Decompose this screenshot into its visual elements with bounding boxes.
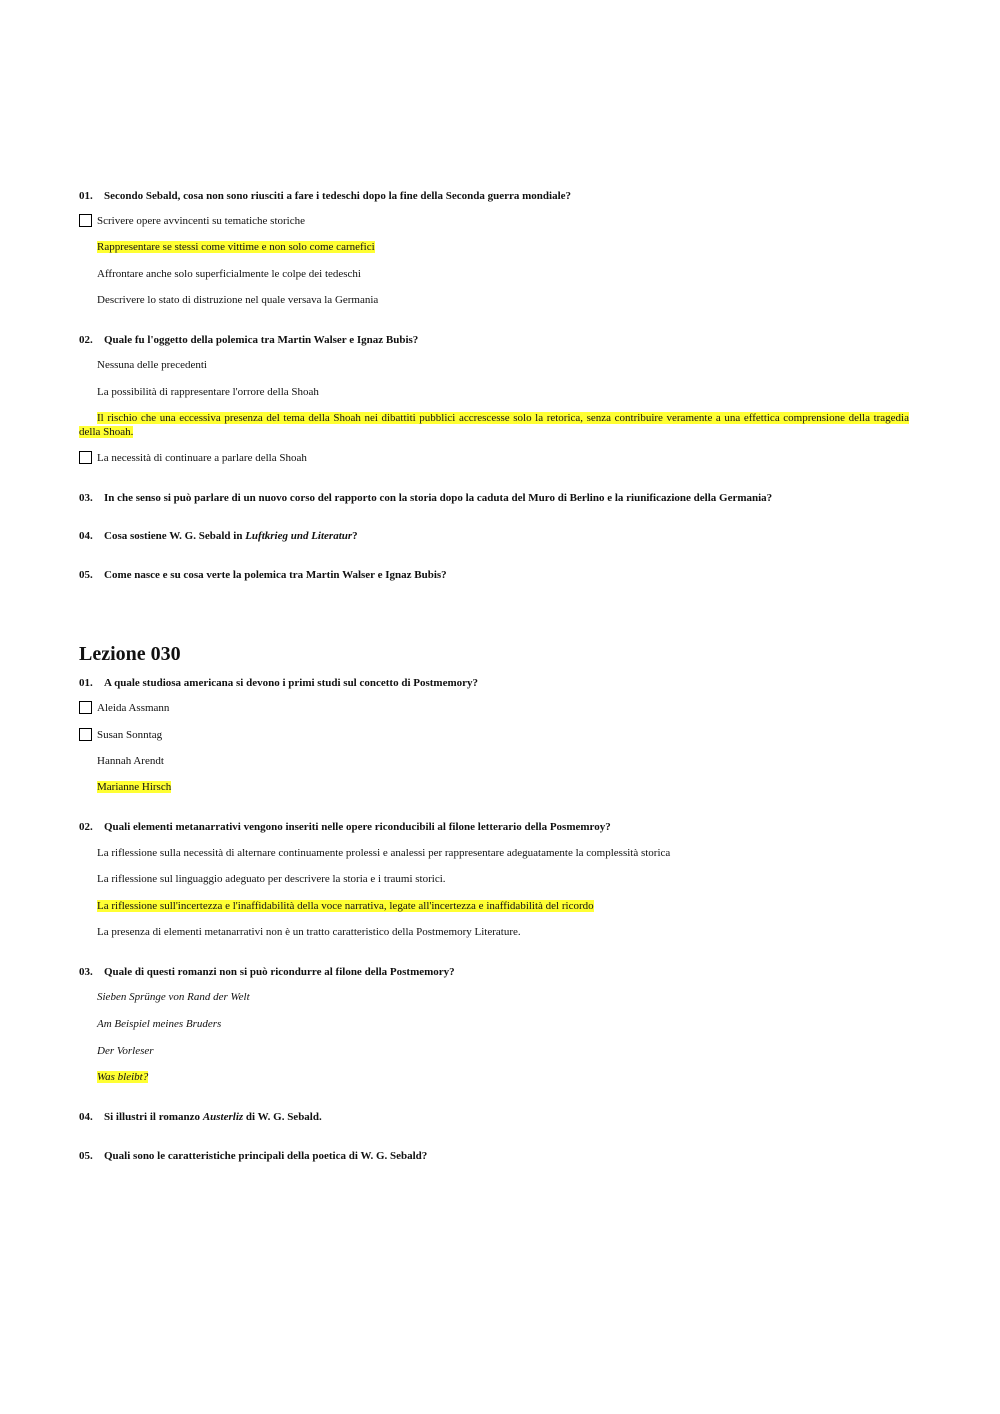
lesson-heading: Lezione 030 — [79, 643, 181, 665]
question-1 — [79, 189, 919, 203]
highlighted-text: Rappresentare se stessi come vittime e non solo come carnefici — [97, 241, 375, 253]
question-number: 01. — [79, 677, 93, 689]
answer-option[interactable]: Scrivere opere avvincenti su tematiche storiche — [97, 215, 305, 227]
answer-checkbox[interactable] — [79, 451, 92, 464]
question-number: 05. — [79, 569, 93, 581]
question-5 — [79, 1149, 919, 1163]
question-text: Quali sono le caratteristiche principali della poetica di W. G. Sebald? — [104, 1150, 428, 1162]
answer-option-correct[interactable] — [97, 899, 594, 913]
answer-checkbox[interactable] — [79, 728, 92, 741]
question-text: A quale studiosa americana si devono i primi studi sul concetto di Postmemory? — [104, 677, 479, 689]
question-text: Cosa sostiene W. G. Sebald in — [104, 530, 246, 542]
answer-option[interactable]: Sieben Sprünge von Rand der Welt — [97, 991, 250, 1003]
answer-option[interactable]: La riflessione sul linguaggio adeguato per descrivere la storia e i traumi storici. — [97, 873, 446, 885]
answer-option-correct[interactable] — [97, 240, 375, 254]
question-text: Quale fu l'oggetto della polemica tra Martin Walser e Ignaz Bubis? — [104, 334, 419, 346]
answer-option-correct[interactable] — [97, 1070, 148, 1084]
question-number: 02. — [79, 334, 93, 346]
highlighted-text: Il rischio che una eccessiva presenza del tema della Shoah nei dibattiti pubblici accrescesse solo la retorica, senza contribuire veramente a una effettica comprensione della tragedia della Shoah. — [79, 412, 909, 438]
question-5 — [79, 568, 919, 582]
question-number: 05. — [79, 1150, 93, 1162]
question-text: Quale di questi romanzi non si può ricondurre al filone della Postmemory? — [104, 966, 455, 978]
highlighted-text: Was bleibt? — [97, 1071, 149, 1083]
question-text: Si illustri il romanzo — [104, 1111, 203, 1123]
question-4 — [79, 529, 919, 543]
answer-option[interactable]: La necessità di continuare a parlare della Shoah — [97, 452, 307, 464]
question-text: Quali elementi metanarrativi vengono inseriti nelle opere riconducibili al filone letterario della Posmemroy? — [104, 821, 611, 833]
question-3 — [79, 965, 919, 979]
answer-option[interactable]: Hannah Arendt — [97, 755, 164, 767]
question-text: In che senso si può parlare di un nuovo corso del rapporto con la storia dopo la caduta del Muro di Berlino e la riunificazione della Germania? — [104, 492, 773, 504]
question-number: 03. — [79, 492, 93, 504]
question-text-end: di W. G. Sebald. — [243, 1111, 322, 1123]
question-2 — [79, 333, 919, 347]
answer-option[interactable]: La presenza di elementi metanarrativi non è un tratto caratteristico della Postmemory Literature. — [97, 926, 521, 938]
answer-checkbox[interactable] — [79, 701, 92, 714]
question-number: 01. — [79, 190, 93, 202]
answer-option[interactable]: Der Vorleser — [97, 1045, 154, 1057]
answer-option[interactable]: Nessuna delle precedenti — [97, 359, 207, 371]
answer-option[interactable]: La possibilità di rappresentare l'orrore della Shoah — [97, 386, 319, 398]
question-number: 04. — [79, 1111, 93, 1123]
book-title: Luftkrieg und Literatur — [245, 530, 353, 542]
question-text: Come nasce e su cosa verte la polemica tra Martin Walser e Ignaz Bubis? — [104, 569, 447, 581]
question-1 — [79, 676, 919, 690]
question-text: Secondo Sebald, cosa non sono riusciti a fare i tedeschi dopo la fine della Seconda guerra mondiale? — [104, 190, 572, 202]
answer-option[interactable]: Aleida Assmann — [97, 702, 170, 714]
answer-option-correct[interactable] — [97, 780, 171, 794]
answer-option[interactable]: La riflessione sulla necessità di alternare continuamente prolessi e analessi per rappresentare adeguatamente la complessità storica — [97, 847, 671, 859]
answer-option[interactable]: Descrivere lo stato di distruzione nel quale versava la Germania — [97, 294, 379, 306]
question-3 — [79, 491, 919, 505]
answer-option[interactable]: Am Beispiel meines Bruders — [97, 1018, 222, 1030]
highlighted-text: La riflessione sull'incertezza e l'inaffidabilità della voce narrativa, legate all'incertezza e inaffidabilità del ricordo — [97, 900, 594, 912]
answer-option[interactable]: Affrontare anche solo superficialmente le colpe dei tedeschi — [97, 268, 361, 280]
question-number: 03. — [79, 966, 93, 978]
question-2 — [79, 820, 919, 834]
book-title: Austerliz — [202, 1111, 244, 1123]
question-number: 02. — [79, 821, 93, 833]
question-number: 04. — [79, 530, 93, 542]
answer-option[interactable]: Susan Sonntag — [97, 729, 163, 741]
answer-option-correct[interactable] — [79, 411, 909, 439]
highlighted-text: Marianne Hirsch — [97, 781, 172, 793]
answer-checkbox[interactable] — [79, 214, 92, 227]
question-4 — [79, 1110, 919, 1124]
question-text-end: ? — [352, 530, 358, 542]
